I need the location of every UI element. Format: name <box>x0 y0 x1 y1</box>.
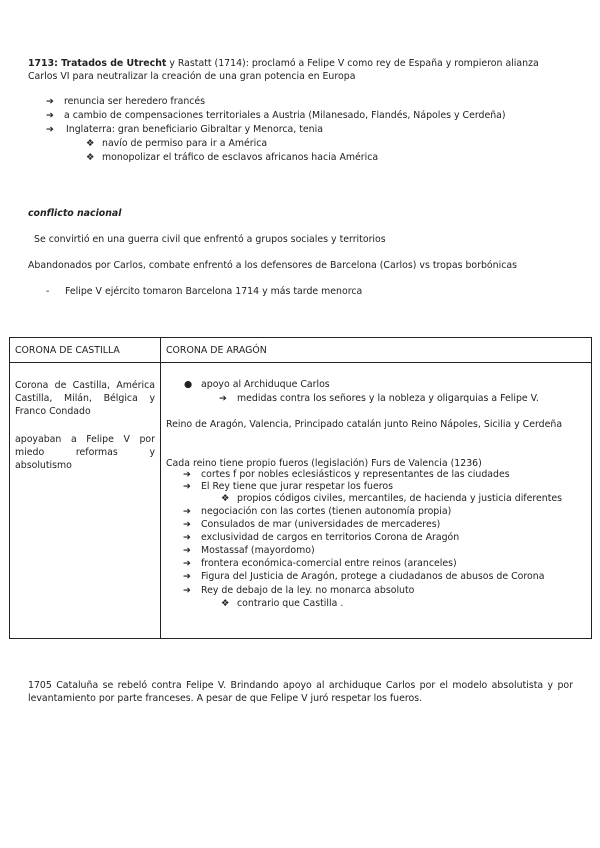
arrow-right-icon: ➔ <box>46 124 54 135</box>
aragon-fueros: Cada reino tiene propio fueros (legislación) Furs de Valencia (1236) <box>166 458 482 469</box>
arrow-right-icon: ➔ <box>46 96 54 107</box>
arrow-right-icon: ➔ <box>183 481 191 492</box>
arrow-right-icon: ➔ <box>46 110 54 121</box>
intro-lead: 1713: Tratados de Utrecht <box>28 58 167 69</box>
diamond-bullet-icon: ❖ <box>221 598 230 609</box>
arrow-right-icon: ➔ <box>219 393 227 404</box>
diamond-bullet-icon: ❖ <box>86 138 95 149</box>
dash-list-item: - Felipe V ejército tomaron Barcelona 1714 y más tarde menorca <box>46 286 363 297</box>
table-header-castilla: CORONA DE CASTILLA <box>10 338 161 363</box>
conflict-paragraph-2: Abandonados por Carlos, combate enfrentó a los defensores de Barcelona (Carlos) vs tropas borbónicas <box>28 260 517 271</box>
arrow-right-icon: ➔ <box>183 558 191 569</box>
diamond-bullet-icon: ❖ <box>221 493 230 504</box>
list-item: ➔ Inglaterra: gran beneficiario Gibraltar y Menorca, tenia <box>46 124 323 135</box>
arrow-right-icon: ➔ <box>183 506 191 517</box>
sub-list-item: ❖ monopolizar el tráfico de esclavos africanos hacia América <box>86 152 379 163</box>
diamond-bullet-icon: ❖ <box>86 152 95 163</box>
list-item: ➔ a cambio de compensaciones territoriales a Austria (Milanesado, Flandés, Nápoles y Cerdeña) <box>46 110 506 121</box>
list-item: ➔ negociación con las cortes (tienen autonomía propia) <box>183 506 452 517</box>
list-item: ➔ Mostassaf (mayordomo) <box>183 545 315 556</box>
aragon-kingdoms: Reino de Aragón, Valencia, Principado catalán junto Reino Nápoles, Sicilia y Cerdeña <box>166 419 563 430</box>
conflict-paragraph-1: Se convirtió en una guerra civil que enfrentó a grupos sociales y territorios <box>34 234 386 245</box>
sub-list-item: ❖ navío de permiso para ir a América <box>86 138 268 149</box>
intro-line2: Carlos VI para neutralizar la creación de una gran potencia en Europa <box>28 71 356 82</box>
castilla-cell <box>10 363 161 639</box>
table-header-aragon: CORONA DE ARAGÓN <box>161 338 592 363</box>
list-item: ➔ exclusividad de cargos en territorios Corona de Aragón <box>183 532 460 543</box>
list-item: ● apoyo al Archiduque Carlos <box>184 379 330 390</box>
list-item: ➔ El Rey tiene que jurar respetar los fueros <box>183 481 394 492</box>
closing-paragraph: 1705 Cataluña se rebeló contra Felipe V. Brindando apoyo al archiduque Carlos por el modelo absolutista y por levantamiento por parte franceses. A pesar de que Felipe V juró respetar los fueros. <box>28 680 573 704</box>
arrow-right-icon: ➔ <box>183 585 191 596</box>
arrow-right-icon: ➔ <box>183 571 191 582</box>
intro-paragraph <box>28 57 573 70</box>
list-item: ➔ renuncia ser heredero francés <box>46 96 206 107</box>
dash-bullet: - <box>46 286 50 297</box>
section-heading: conflicto nacional <box>28 208 122 219</box>
arrow-right-icon: ➔ <box>183 469 191 480</box>
dot-bullet-icon: ● <box>184 379 193 390</box>
crowns-table <box>9 337 592 639</box>
arrow-right-icon: ➔ <box>183 519 191 530</box>
list-item: ➔ Rey de debajo de la ley. no monarca absoluto <box>183 585 415 596</box>
list-item: ➔ frontera económica-comercial entre reinos (aranceles) <box>183 558 457 569</box>
arrow-right-icon: ➔ <box>183 532 191 543</box>
list-item: ➔ cortes f por nobles eclesiásticos y representantes de las ciudades <box>183 469 510 480</box>
list-item: ➔ Figura del Justicia de Aragón, protege a ciudadanos de abusos de Corona <box>183 571 545 582</box>
arrow-right-icon: ➔ <box>183 545 191 556</box>
castilla-territories: Corona de Castilla, América Castilla, Milán, Bélgica y Franco Condado <box>15 380 155 417</box>
aragon-cell <box>161 363 592 639</box>
castilla-support: apoyaban a Felipe V por miedo reformas y absolutismo <box>15 434 155 471</box>
sub-list-item: ❖ propios códigos civiles, mercantiles, de hacienda y justicia diferentes <box>221 493 563 504</box>
sub-list-item: ➔ medidas contra los señores y la nobleza y oligarquias a Felipe V. <box>219 393 539 404</box>
sub-list-item: ❖ contrario que Castilla . <box>221 598 344 609</box>
intro-line1: y Rastatt (1714): proclamó a Felipe V como rey de España y rompieron alianza <box>166 58 539 69</box>
list-item: ➔ Consulados de mar (universidades de mercaderes) <box>183 519 441 530</box>
